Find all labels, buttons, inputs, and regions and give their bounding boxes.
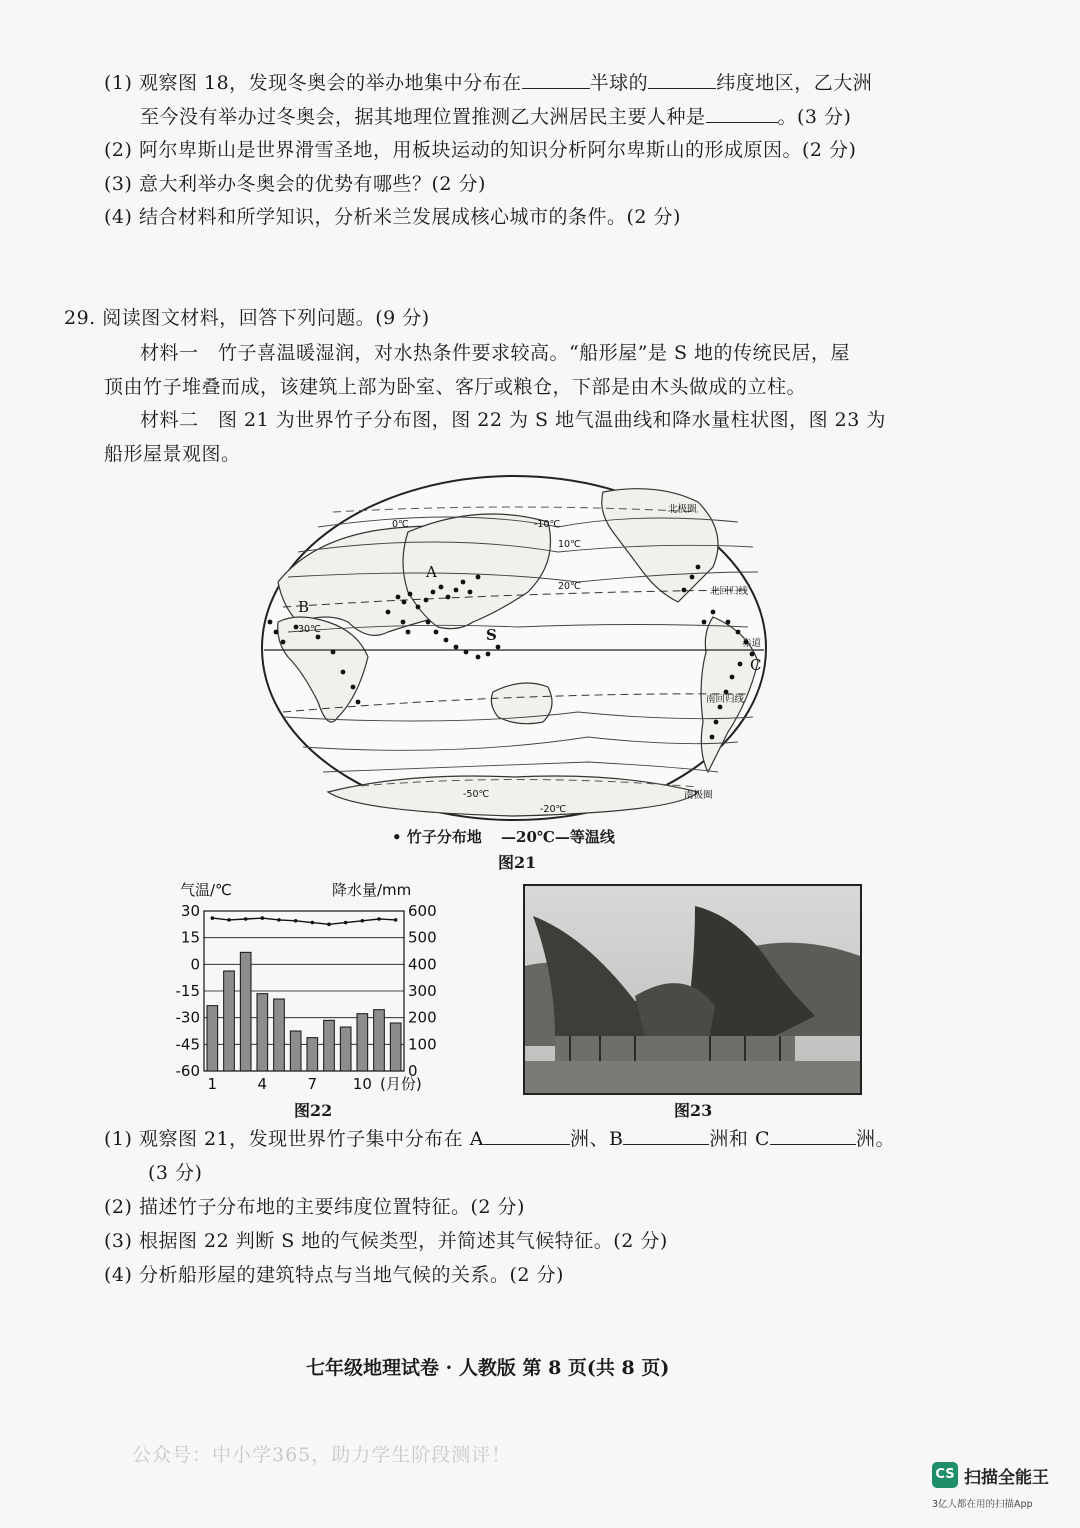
q29-sub1-line2: (3 分) bbox=[148, 1162, 203, 1184]
legend-dot: • 竹子分布地 bbox=[392, 828, 482, 846]
label-A: A bbox=[426, 563, 437, 581]
label-iso-30: 30℃ bbox=[298, 624, 321, 635]
precipitation-bar bbox=[340, 1027, 351, 1071]
chart-xlabel: (月份) bbox=[380, 1075, 422, 1093]
q29-sub4: (4) 分析船形屋的建筑特点与当地气候的关系。(2 分) bbox=[104, 1264, 564, 1286]
label-tropic-north: 北回归线 bbox=[710, 586, 749, 597]
precipitation-bar bbox=[374, 1010, 385, 1071]
camscanner-logo-icon: CS bbox=[932, 1462, 958, 1488]
right-tick-label: 600 bbox=[408, 902, 437, 920]
precipitation-bars bbox=[207, 916, 401, 1071]
right-tick-label: 0 bbox=[408, 1062, 418, 1080]
precipitation-bar bbox=[274, 999, 285, 1071]
q29-material1-line2: 顶由竹子堆叠而成，该建筑上部为卧室、客厅或粮仓，下部是由木头做成的立柱。 bbox=[104, 376, 807, 398]
x-axis-ticks bbox=[208, 1075, 372, 1093]
right-tick-label: 300 bbox=[408, 982, 437, 1000]
precipitation-bar bbox=[257, 994, 268, 1071]
label-B: B bbox=[298, 598, 310, 616]
text: 纬度地区，乙大洲 bbox=[716, 72, 873, 94]
map-svg bbox=[258, 472, 770, 824]
text: 洲。 bbox=[855, 1128, 895, 1150]
left-axis-ticks bbox=[176, 902, 201, 1080]
camscanner-badge bbox=[932, 1462, 1049, 1488]
precipitation-bar bbox=[207, 1006, 218, 1071]
label-antarctic-circle: 南极圈 bbox=[684, 790, 713, 801]
right-tick-label: 100 bbox=[408, 1035, 437, 1054]
left-tick-label: -30 bbox=[175, 1008, 200, 1027]
label-iso-m10: -10℃ bbox=[534, 519, 561, 530]
answer-blank-B[interactable] bbox=[623, 1126, 709, 1145]
q29-sub3: (3) 根据图 22 判断 S 地的气候类型，并简述其气候特征。(2 分) bbox=[104, 1230, 668, 1252]
right-tick-label: 400 bbox=[408, 955, 437, 974]
climate-chart-svg bbox=[172, 875, 448, 1097]
left-tick-label: 30 bbox=[180, 902, 200, 920]
precipitation-bar bbox=[357, 1014, 368, 1071]
answer-blank[interactable] bbox=[706, 104, 778, 123]
q29-material2-line1: 材料二 图 21 为世界竹子分布图，图 22 为 S 地气温曲线和降水量柱状图，图 23 为 bbox=[140, 409, 886, 431]
camscanner-tagline: 3亿人都在用的扫描App bbox=[932, 1499, 1033, 1510]
map-legend bbox=[392, 826, 615, 847]
q29-material1-line1: 材料一 竹子喜温暖湿润，对水热条件要求较高。“船形屋”是 S 地的传统民居，屋 bbox=[140, 342, 851, 364]
precipitation-bar bbox=[224, 971, 235, 1071]
figure22-caption: 图22 bbox=[294, 1101, 333, 1120]
label-tropic-south: 南回归线 bbox=[706, 694, 745, 705]
label-iso-0: 0℃ bbox=[392, 519, 409, 530]
answer-blank-C[interactable] bbox=[770, 1126, 856, 1145]
right-tick-label: 500 bbox=[408, 928, 437, 947]
label-iso-m50: -50℃ bbox=[463, 789, 490, 800]
precipitation-bar bbox=[290, 1031, 301, 1071]
x-tick-label: 4 bbox=[257, 1075, 268, 1093]
antarctica bbox=[328, 776, 698, 816]
q29-material2-line2: 船形屋景观图。 bbox=[104, 443, 241, 465]
left-tick-label: -45 bbox=[175, 1035, 200, 1054]
precipitation-bar bbox=[390, 1023, 401, 1071]
text: 洲、B bbox=[569, 1128, 624, 1150]
q28-sub2: (2) 阿尔卑斯山是世界滑雪圣地，用板块运动的知识分析阿尔卑斯山的形成原因。(2 分) bbox=[104, 139, 857, 161]
left-tick-label: -60 bbox=[175, 1062, 200, 1080]
text: 半球的 bbox=[589, 72, 649, 94]
left-tick-label: -15 bbox=[175, 982, 200, 1000]
temperature-line bbox=[212, 918, 395, 924]
label-equator: 赤道 bbox=[742, 638, 762, 649]
q28-sub1-line1 bbox=[104, 70, 872, 96]
right-tick-label: 200 bbox=[408, 1008, 437, 1027]
page-footer: 七年级地理试卷 · 人教版 第 8 页(共 8 页) bbox=[306, 1357, 670, 1379]
precipitation-bar bbox=[307, 1038, 318, 1071]
precipitation-bar bbox=[240, 952, 251, 1071]
q28-sub4: (4) 结合材料和所学知识，分析米兰发展成核心城市的条件。(2 分) bbox=[104, 206, 681, 228]
legend-isotherm: —20℃—等温线 bbox=[501, 828, 615, 846]
label-iso-m20: -20℃ bbox=[540, 804, 567, 815]
answer-blank[interactable] bbox=[648, 70, 716, 89]
precipitation-bar bbox=[324, 1020, 335, 1071]
text: (1) 观察图 21，发现世界竹子集中分布在 A bbox=[104, 1128, 484, 1150]
label-iso-20: 20℃ bbox=[558, 581, 581, 592]
q29-sub2: (2) 描述竹子分布地的主要纬度位置特征。(2 分) bbox=[104, 1196, 525, 1218]
world-bamboo-map bbox=[258, 472, 770, 824]
answer-blank[interactable] bbox=[522, 70, 590, 89]
q29-heading: 29. 阅读图文材料，回答下列问题。(9 分) bbox=[64, 307, 430, 329]
q28-sub3: (3) 意大利举办冬奥会的优势有哪些？(2 分) bbox=[104, 173, 486, 195]
left-tick-label: 15 bbox=[180, 928, 200, 947]
text: 至今没有举办过冬奥会，据其地理位置推测乙大洲居民主要人种是 bbox=[140, 106, 706, 128]
boat-house-photo bbox=[523, 884, 862, 1095]
camscanner-name: 扫描全能王 bbox=[964, 1467, 1049, 1488]
answer-blank-A[interactable] bbox=[484, 1126, 570, 1145]
left-tick-label: 0 bbox=[190, 955, 200, 974]
figure23-caption: 图23 bbox=[674, 1101, 713, 1120]
text: (1) 观察图 18，发现冬奥会的举办地集中分布在 bbox=[104, 72, 522, 94]
label-arctic-circle: 北极圈 bbox=[668, 504, 697, 515]
chart-ylabel-right: 降水量/mm bbox=[332, 881, 412, 899]
x-tick-label: 1 bbox=[207, 1075, 218, 1093]
label-C: C bbox=[750, 656, 762, 674]
x-tick-label: 10 bbox=[352, 1075, 372, 1093]
q29-sub1-line1 bbox=[104, 1126, 895, 1152]
photo-svg bbox=[525, 886, 860, 1093]
chart-ylabel-left: 气温/℃ bbox=[180, 881, 232, 899]
text: 洲和 C bbox=[709, 1128, 770, 1150]
text: 。(3 分) bbox=[777, 106, 852, 128]
right-axis-ticks bbox=[408, 902, 437, 1080]
label-S: S bbox=[486, 626, 497, 644]
climate-chart bbox=[172, 875, 448, 1097]
figure21-caption: 图21 bbox=[498, 853, 537, 872]
q28-sub1-line2 bbox=[140, 104, 851, 130]
x-tick-label: 7 bbox=[307, 1075, 318, 1093]
label-iso-10: 10℃ bbox=[558, 539, 581, 550]
watermark-text: 公众号：中小学365，助力学生阶段测评！ bbox=[132, 1444, 512, 1466]
